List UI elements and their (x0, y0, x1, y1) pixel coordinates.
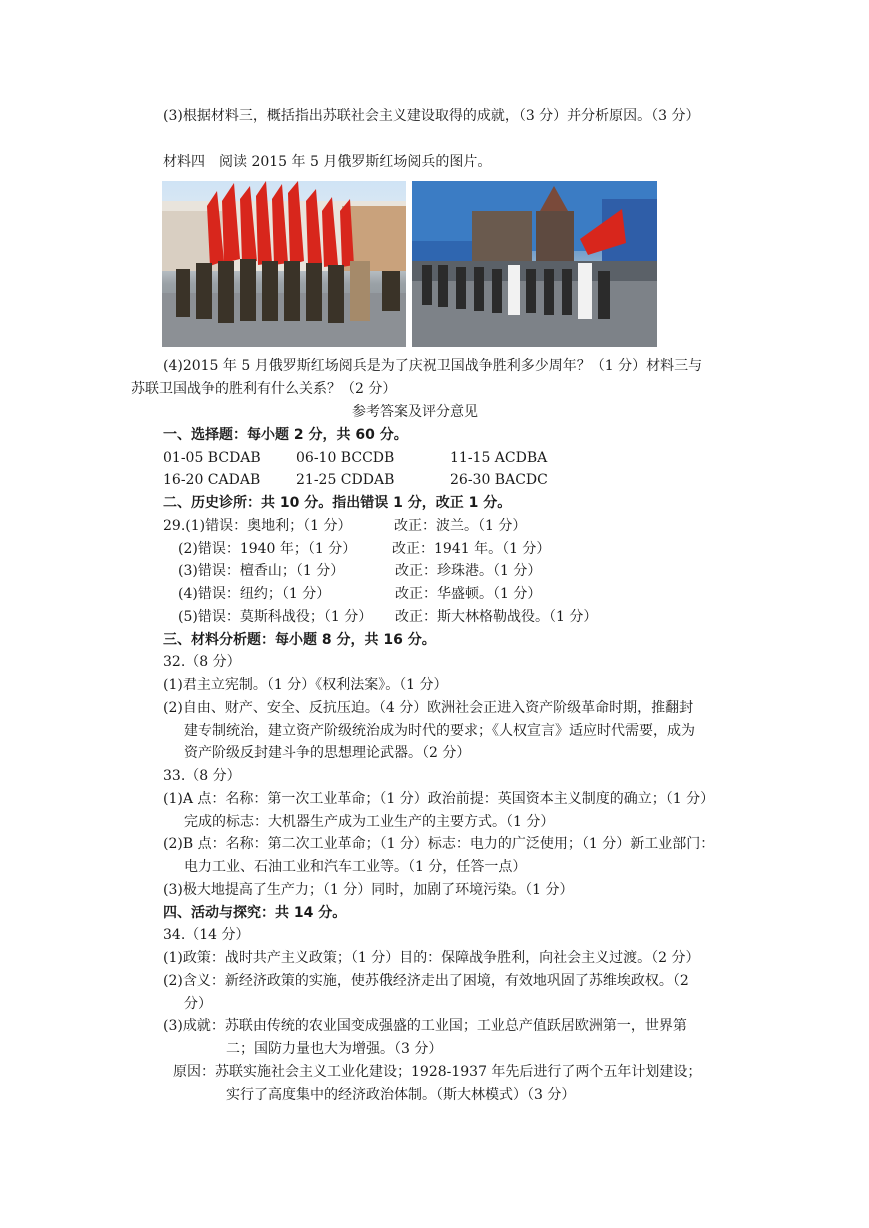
answer-33-3: (3)极大地提高了生产力；（1 分）同时，加剧了环境污染。（1 分） (163, 882, 574, 898)
section-1-title: 一、选择题：每小题 2 分，共 60 分。 (163, 427, 408, 443)
diagnosis-fix: 改正：1941 年。（1 分） (392, 541, 551, 557)
diagnosis-fix: 改正：珍珠港。（1 分） (395, 563, 542, 579)
diagnosis-error: 29.(1)错误：奥地利；（1 分） (163, 518, 352, 534)
parade-photo-flags (162, 181, 406, 347)
answer-34-heading: 34.（14 分） (163, 927, 250, 943)
choice-answer: 06-10 BCCDB (296, 450, 395, 466)
diagnosis-error: (5)错误：莫斯科战役；（1 分） (178, 609, 373, 625)
material-4-intro: 材料四 阅读 2015 年 5 月俄罗斯红场阅兵的图片。 (163, 154, 492, 170)
answer-32-2-line-2: 建专制统治，建立资产阶级统治成为时代的要求；《人权宣言》适应时代需要，成为 (184, 723, 695, 739)
answer-33-2-line-2: 电力工业、石油工业和汽车工业等。（1 分，任答一点） (184, 859, 527, 875)
diagnosis-fix: 改正：波兰。（1 分） (394, 518, 527, 534)
answer-34-1: (1)政策：战时共产主义政策；（1 分）目的：保障战争胜利，向社会主义过渡。（2 分） (163, 950, 700, 966)
answer-32-1: (1)君主立宪制。（1 分）《权利法案》。（1 分） (163, 677, 448, 693)
answer-34-reason-line-1: 原因：苏联实施社会主义工业化建设；1928-1937 年先后进行了两个五年计划建设； (173, 1064, 702, 1080)
answer-32-heading: 32.（8 分） (163, 654, 241, 670)
answer-34-2-line-2: 分） (184, 996, 212, 1012)
answer-32-2-line-1: (2)自由、财产、安全、反抗压迫。（4 分）欧洲社会正进入资产阶级革命时期，推翻封 (163, 700, 694, 716)
choice-answer: 26-30 BACDC (450, 472, 548, 488)
diagnosis-fix: 改正：斯大林格勒战役。（1 分） (395, 609, 598, 625)
section-4-title: 四、活动与探究：共 14 分。 (163, 905, 347, 921)
diagnosis-error: (3)错误：檀香山；（1 分） (178, 563, 345, 579)
question-4-line-1: (4)2015 年 5 月俄罗斯红场阅兵是为了庆祝卫国战争胜利多少周年？（1 分）材料三与 (163, 358, 703, 374)
choice-answer: 11-15 ACDBA (450, 450, 548, 466)
choice-answer: 21-25 CDDAB (296, 472, 395, 488)
question-3: (3)根据材料三，概括指出苏联社会主义建设取得的成就，（3 分）并分析原因。（3 分） (163, 108, 700, 124)
section-3-title: 三、材料分析题：每小题 8 分，共 16 分。 (163, 632, 436, 648)
section-2-title: 二、历史诊所：共 10 分。指出错误 1 分，改正 1 分。 (163, 495, 512, 511)
answer-33-1-line-2: 完成的标志：大机器生产成为工业生产的主要方式。（1 分） (184, 814, 555, 830)
answer-33-1-line-1: (1)A 点：名称：第一次工业革命；（1 分）政治前提：英国资本主义制度的确立；（1 分） (163, 791, 715, 807)
choice-answer: 16-20 CADAB (163, 472, 261, 488)
diagnosis-fix: 改正：华盛顿。（1 分） (395, 586, 542, 602)
diagnosis-error: (4)错误：纽约；（1 分） (178, 586, 331, 602)
diagnosis-error: (2)错误：1940 年；（1 分） (178, 541, 357, 557)
answer-34-3-line-1: (3)成就：苏联由传统的农业国变成强盛的工业国；工业总产值跃居欧洲第一，世界第 (163, 1018, 687, 1034)
answer-33-heading: 33.（8 分） (163, 768, 241, 784)
parade-photo-red-square (412, 181, 657, 347)
answer-34-2-line-1: (2)含义：新经济政策的实施，使苏俄经济走出了困境，有效地巩固了苏维埃政权。（2 (163, 973, 689, 989)
answer-32-2-line-3: 资产阶级反封建斗争的思想理论武器。（2 分） (184, 745, 471, 761)
answer-34-3-line-2: 二；国防力量也大为增强。（3 分） (226, 1041, 443, 1057)
answer-33-2-line-1: (2)B 点：名称：第二次工业革命；（1 分）标志：电力的广泛使用；（1 分）新工业部门： (163, 836, 715, 852)
choice-answer: 01-05 BCDAB (163, 450, 261, 466)
answer-title: 参考答案及评分意见 (352, 404, 478, 420)
answer-34-reason-line-2: 实行了高度集中的经济政治体制。（斯大林模式）（3 分） (226, 1087, 576, 1103)
question-4-line-2: 苏联卫国战争的胜利有什么关系？（2 分） (131, 381, 397, 397)
